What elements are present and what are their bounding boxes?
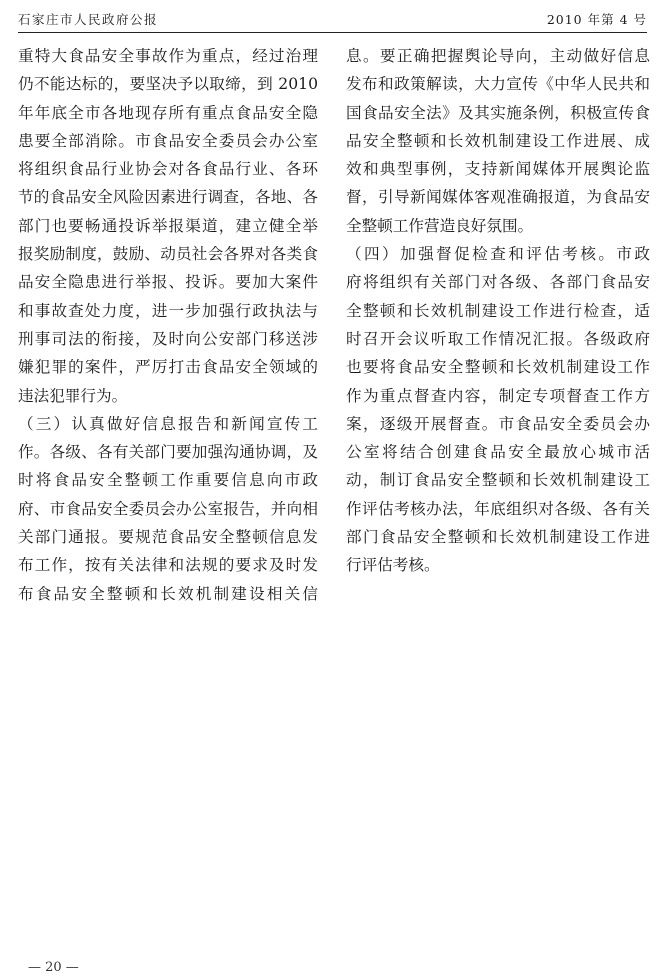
text-line: 全整顿工作营造良好氛围。	[346, 216, 534, 235]
section-heading-line: （三）认真做好信息报告和新闻宣传工	[18, 414, 318, 433]
text-line: 效和典型事例，支持新闻媒体开展舆论监	[346, 160, 650, 179]
text-line: 患要全部消除。市食品安全委员会办公室	[18, 131, 318, 150]
text-line: 年年底全市各地现存所有重点食品安全隐	[18, 103, 318, 122]
text-line: 布食品安全整顿和长效机制建设相关信	[18, 584, 318, 603]
text-line: 违法犯罪行为。	[18, 386, 128, 405]
text-line: 作评估考核办法，年底组织对各级、各有关	[346, 499, 650, 518]
text-line: 布工作，按有关法律和法规的要求及时发	[18, 556, 318, 575]
text-line: 国食品安全法》及其实施条例，积极宣传食	[346, 103, 650, 122]
text-line: 息。要正确把握舆论导向，主动做好信息	[346, 47, 650, 65]
text-line: 督，引导新闻媒体客观准确报道，为食品安	[346, 188, 650, 207]
page-header	[18, 10, 647, 33]
text-line: 府将组织有关部门对各级、各部门食品安	[346, 273, 650, 292]
text-line: 时将食品安全整顿工作重要信息向市政	[18, 471, 318, 490]
text-line: 部门也要畅通投诉举报渠道，建立健全举	[18, 216, 318, 235]
text-line: 关部门通报。要规范食品安全整顿信息发	[18, 528, 318, 547]
text-line: 作为重点督查内容，制定专项督查工作方	[346, 386, 650, 405]
text-line: 全整顿和长效机制建设工作进行检查，适	[346, 301, 650, 320]
text-line: 行评估考核。	[346, 556, 440, 575]
text-line: 节的食品安全风险因素进行调查，各地、各	[18, 188, 318, 207]
right-column	[346, 42, 650, 580]
text-line: 动，制订食品安全整顿和长效机制建设工	[346, 471, 650, 490]
text-line: 和事故查处力度，进一步加强行政执法与	[18, 301, 318, 320]
text-line: 报奖励制度，鼓励、动员社会各界对各类食	[18, 245, 318, 264]
text-line: 刑事司法的衔接，及时向公安部门移送涉	[18, 329, 318, 348]
text-line: 时召开会议听取工作情况汇报。各级政府	[346, 329, 650, 348]
text-line: 品安全整顿和长效机制建设工作进展、成	[346, 131, 650, 150]
text-line: 也要将食品安全整顿和长效机制建设工作	[346, 358, 650, 377]
section-heading-line: （四）加强督促检查和评估考核。市政	[346, 245, 650, 264]
text-line: 品安全隐患进行举报、投诉。要加大案件	[18, 273, 318, 292]
text-line: 嫌犯罪的案件，严厉打击食品安全领域的	[18, 358, 318, 377]
text-line: 仍不能达标的，要坚决予以取缔，到 2010	[18, 75, 318, 94]
text-line: 部门食品安全整顿和长效机制建设工作进	[346, 528, 650, 547]
issue-number: 2010 年第 4 号	[546, 12, 647, 27]
text-line: 府、市食品安全委员会办公室报告，并向相	[18, 499, 318, 518]
page-number: — 20 —	[28, 960, 79, 975]
text-line: 公室将结合创建食品安全最放心城市活	[346, 443, 650, 462]
text-line: 将组织食品行业协会对各食品行业、各环	[18, 160, 318, 179]
left-column	[18, 42, 318, 608]
text-line: 发布和政策解读，大力宣传《中华人民共和	[346, 75, 650, 94]
text-line: 作。各级、各有关部门要加强沟通协调，及	[18, 443, 318, 462]
text-line: 案，逐级开展督查。市食品安全委员会办	[346, 414, 650, 433]
journal-title: 石家庄市人民政府公报	[18, 12, 159, 27]
text-line: 重特大食品安全事故作为重点，经过治理	[18, 47, 318, 65]
